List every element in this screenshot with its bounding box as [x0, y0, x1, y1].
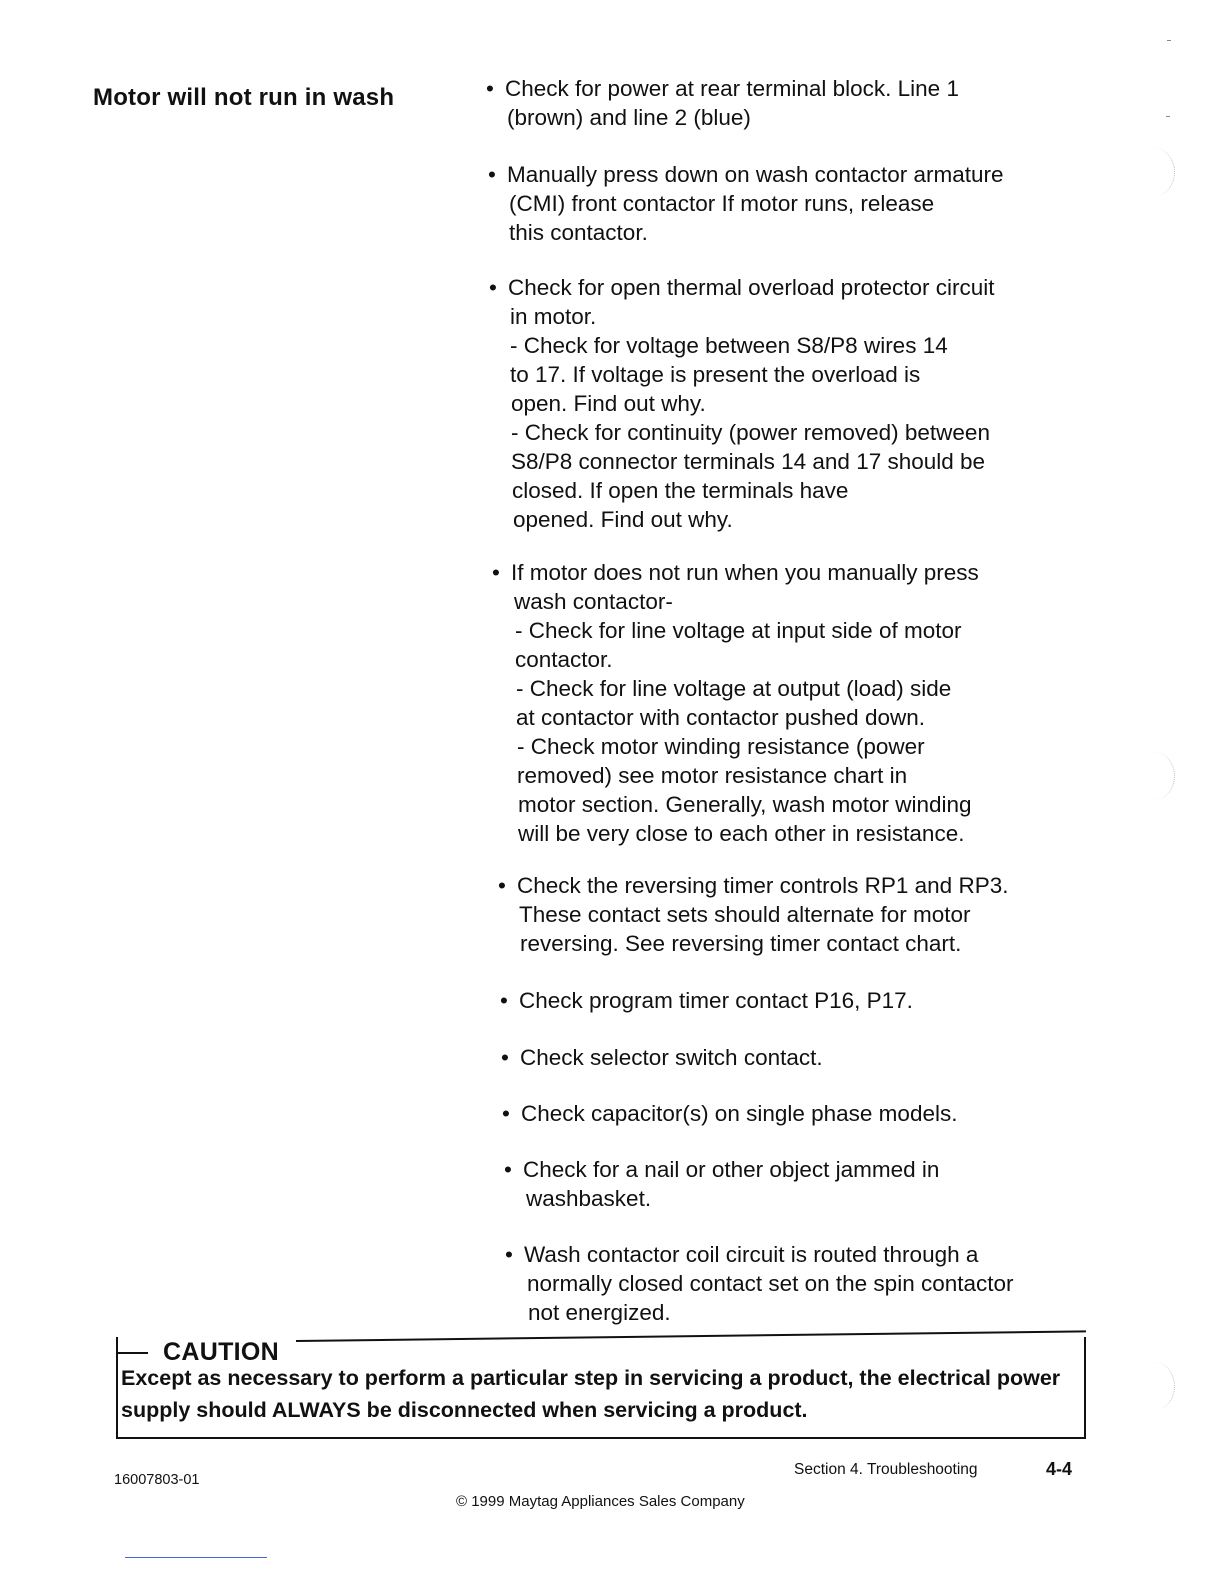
punch-hole-mark — [1134, 148, 1175, 196]
item-line: will be very close to each other in resistance. — [518, 821, 965, 846]
item-line: • Wash contactor coil circuit is routed through a — [524, 1240, 1014, 1269]
item-line: (brown) and line 2 (blue) — [507, 105, 751, 130]
item-line: opened. Find out why. — [513, 507, 733, 532]
item-line: • Check for open thermal overload protector circuit — [508, 273, 994, 302]
caution-text — [121, 1362, 1060, 1426]
item-line: motor section. Generally, wash motor winding — [518, 792, 972, 817]
item-line: removed) see motor resistance chart in — [517, 763, 908, 788]
list-item — [505, 74, 959, 132]
item-line: closed. If open the terminals have — [512, 478, 849, 503]
list-item — [517, 871, 1008, 958]
item-line: These contact sets should alternate for motor — [519, 902, 971, 927]
list-item — [519, 986, 913, 1015]
caution-line: supply should ALWAYS be disconnected when servicing a product. — [121, 1398, 808, 1422]
item-line: • Check for a nail or other object jammed in — [523, 1155, 939, 1184]
item-line: (CMI) front contactor If motor runs, release — [509, 191, 935, 216]
list-item — [521, 1099, 957, 1128]
list-item — [524, 1240, 1014, 1327]
footer-section-title: Section 4. Troubleshooting — [794, 1461, 978, 1478]
item-line: wash contactor- — [514, 589, 673, 614]
item-line: - Check motor winding resistance (power — [517, 734, 925, 759]
caution-divider — [116, 1352, 148, 1354]
punch-hole-mark — [1134, 752, 1175, 800]
scan-mark — [1167, 40, 1171, 41]
item-line: - Check for line voltage at input side of motor — [515, 618, 962, 643]
item-line: • Check the reversing timer controls RP1 and RP3. — [517, 871, 1008, 900]
item-line: normally closed contact set on the spin contactor — [527, 1271, 1014, 1296]
item-line: - Check for voltage between S8/P8 wires 14 — [510, 333, 948, 358]
scan-artifact-line — [125, 1557, 267, 1558]
item-line: open. Find out why. — [511, 391, 706, 416]
item-line: • If motor does not run when you manually press — [511, 558, 979, 587]
scan-mark — [1166, 116, 1170, 117]
list-item — [508, 273, 994, 534]
item-line: - Check for line voltage at output (load) side — [516, 676, 952, 701]
item-line: • Check selector switch contact. — [520, 1043, 823, 1072]
list-item — [523, 1155, 939, 1213]
punch-hole-mark — [1134, 1362, 1175, 1410]
copyright: © 1999 Maytag Appliances Sales Company — [456, 1493, 745, 1510]
caution-title: CAUTION — [163, 1338, 279, 1366]
item-line: S8/P8 connector terminals 14 and 17 should be — [511, 449, 986, 474]
document-code: 16007803-01 — [114, 1472, 200, 1488]
page-number: 4-4 — [1046, 1459, 1073, 1479]
list-item — [511, 558, 979, 848]
item-line: • Manually press down on wash contactor armature — [507, 160, 1004, 189]
item-line: this contactor. — [509, 220, 648, 245]
list-item — [520, 1043, 823, 1072]
item-line: contactor. — [515, 647, 613, 672]
list-item — [507, 160, 1004, 247]
section-heading: Motor will not run in wash — [93, 84, 395, 111]
item-line: at contactor with contactor pushed down. — [516, 705, 925, 730]
caution-line: Except as necessary to perform a particular step in servicing a product, the electrical power — [121, 1366, 1061, 1390]
item-line: reversing. See reversing timer contact chart. — [520, 931, 962, 956]
item-line: washbasket. — [526, 1186, 652, 1211]
item-line: • Check program timer contact P16, P17. — [519, 986, 913, 1015]
item-line: not energized. — [528, 1300, 671, 1325]
item-line: - Check for continuity (power removed) between — [511, 420, 990, 445]
item-line: • Check capacitor(s) on single phase models. — [521, 1099, 957, 1128]
item-line: in motor. — [510, 304, 597, 329]
item-line: to 17. If voltage is present the overload is — [510, 362, 921, 387]
item-line: • Check for power at rear terminal block. Line 1 — [505, 74, 959, 103]
